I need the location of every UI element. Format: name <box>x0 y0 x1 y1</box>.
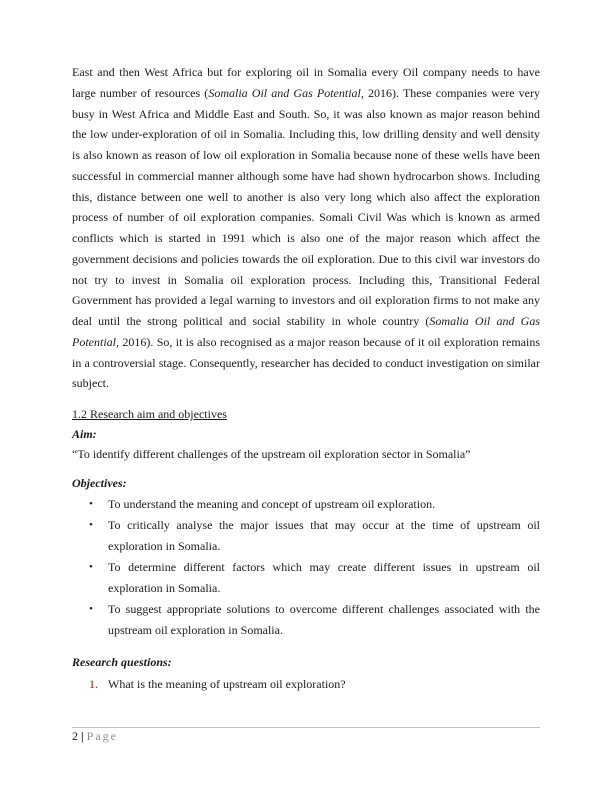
page-footer <box>72 729 118 743</box>
citation: Somalia Oil and Gas Potential, <box>208 85 364 100</box>
bullet-icon: • <box>89 498 93 510</box>
paragraph-text: 2016). These companies were very busy in West Africa and Middle East and South. So, it was also known as major reason behind the low under-exploration of oil in Somalia. Including this, low drilling density and well density is also known as reason of low oil exploration in Somalia because none of these wells have been successful in commercial manner although some have had shown hydrocarbon shows. Including this, distance between one well to another is also very long which also affect the exploration process of number of oil exploration companies. Somali Civil Was which is known as armed conflicts which is started in 1991 which is also one of the major reason which affect the government decisions and policies towards the oil exploration. Due to this civil war investors do not try to invest in Somalia oil exploration process. Including this, Transitional Federal Government has provided a legal warning to investors and oil exploration firms to not make any deal until the strong political and social stability in whole country ( <box>72 85 540 328</box>
citation: Somalia Oil and Gas Potential, <box>72 314 540 349</box>
objectives-list <box>72 494 540 641</box>
list-item: • To suggest appropriate solutions to overcome different challenges associated with the upstream oil exploration in Somalia. <box>72 599 540 641</box>
list-item: 1. What is the meaning of upstream oil exploration? <box>89 677 346 691</box>
aim-label: Aim: <box>72 427 97 441</box>
page-content <box>72 62 540 692</box>
list-item: • To understand the meaning and concept of upstream oil exploration. <box>72 494 540 515</box>
footer-separator: | <box>81 729 84 743</box>
paragraph-text: 2016). So, it is also recognised as a major reason because of it oil exploration remains in a controversial stage. Consequently, researcher has decided to conduct investigation on similar subject. <box>72 334 540 391</box>
section-heading: 1.2 Research aim and objectives <box>72 407 227 421</box>
research-questions-list <box>72 677 540 692</box>
research-questions-label: Research questions: <box>72 655 172 669</box>
aim-text: “To identify different challenges of the upstream oil exploration sector in Somalia” <box>72 447 471 461</box>
bullet-icon: • <box>89 561 93 573</box>
footer-divider <box>72 727 540 728</box>
page-label: Page <box>86 729 118 743</box>
bullet-icon: • <box>89 603 93 615</box>
list-item: • To critically analyse the major issues that may occur at the time of upstream oil exploration in Somalia. <box>72 515 540 557</box>
body-paragraph <box>72 62 540 394</box>
paragraph-text: East and then West Africa but for exploring oil in Somalia every Oil company needs to have large number of resources ( <box>72 65 540 100</box>
list-item: • To determine different factors which may create different issues in upstream oil exploration in Somalia. <box>72 557 540 599</box>
page-number: 2 <box>72 729 78 743</box>
objectives-label: Objectives: <box>72 476 127 490</box>
list-number: 1. <box>89 677 98 691</box>
bullet-icon: • <box>89 519 93 531</box>
